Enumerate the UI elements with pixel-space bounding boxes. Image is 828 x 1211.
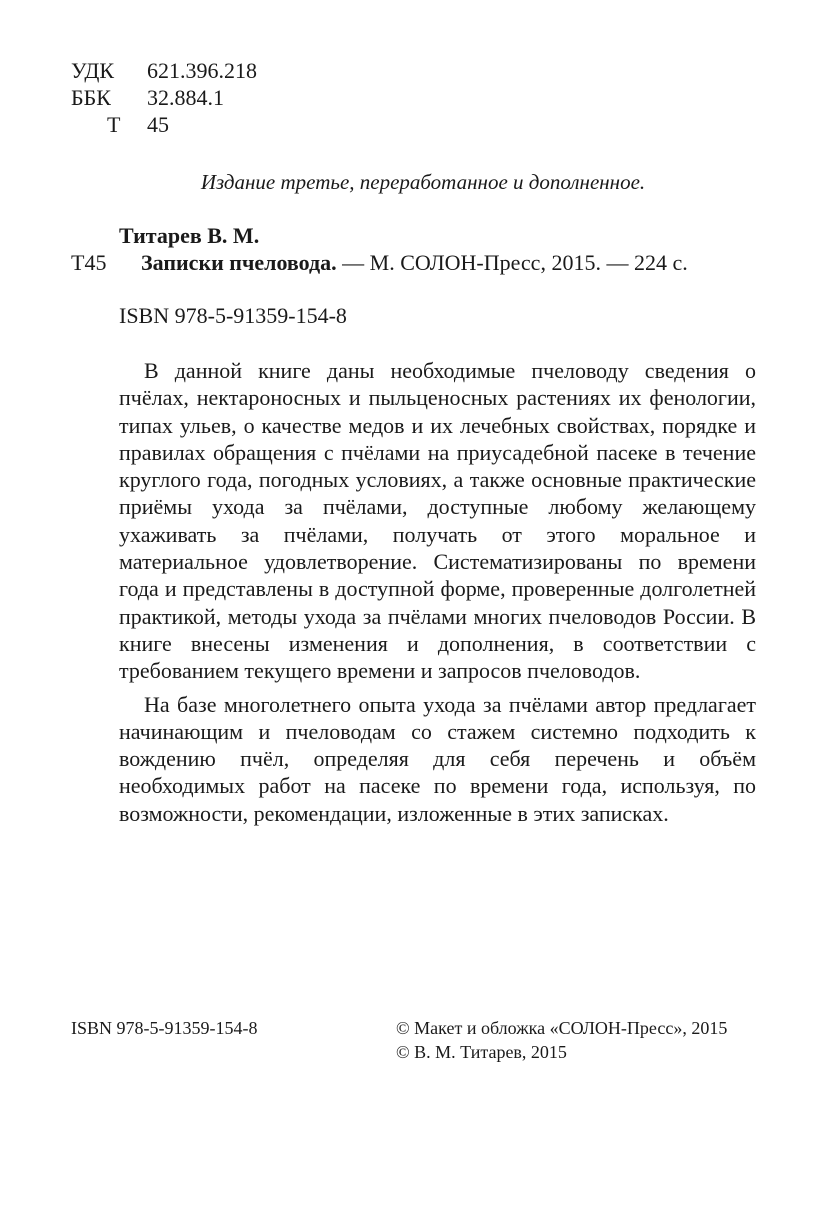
udk-row [71, 58, 257, 84]
bbk-row [71, 85, 224, 111]
copyright-author: © В. М. Титарев, 2015 [396, 1042, 567, 1062]
copyright-layout: © Макет и обложка «СОЛОН-Пресс», 2015 [396, 1018, 728, 1038]
udk-label: УДК [71, 58, 115, 83]
bbk-value: 32.884.1 [147, 85, 224, 110]
edition-note: Издание третье, переработанное и дополненное. [200, 170, 646, 194]
udk-value: 621.396.218 [147, 58, 257, 83]
author-sign-label: Т [107, 112, 121, 137]
author-code: Т45 [71, 250, 107, 275]
publication-details: — М. СОЛОН-Пресс, 2015. — 224 с. [336, 250, 688, 275]
bbk-label: ББК [71, 85, 111, 110]
copyright-block [396, 1016, 727, 1064]
book-title: Записки пчеловода. [141, 250, 337, 275]
abstract [119, 357, 756, 833]
abstract-paragraph-2: На базе многолетнего опыта ухода за пчёлами автор предлагает начинающим и пчеловодам со стажем системно подходить к вождению пчёл, определяя для себя перечень и объём необходимых работ на пасеке по времени года, используя, по возможности, рекомендации, изложенные в этих записках. [119, 691, 756, 826]
abstract-paragraph-1: В данной книге даны необходимые пчеловоду сведения о пчёлах, нектароносных и пыльценосных растениях их фенологии, типах ульев, о качестве медов и их лечебных свойствах, порядке и правилах обращения с пчёлами на приусадебной пасеке в течение круглого года, погодных условиях, а также основные практические приёмы ухода за пчёлами, доступные любому желающему ухаживать за пчёлами, получать от этого моральное и материальное удовлетворение. Систематизированы по времени года и представлены в доступной форме, проверенные долголетней практикой, методы ухода за пчёлами многих пчеловодов России. В книге внесены изменения и дополнения, в соответствии с требованием текущего времени и запросов пчеловодов. [119, 358, 756, 684]
author-sign-row [71, 112, 169, 138]
author-name: Титарев В. М. [119, 223, 260, 248]
author-sign-value: 45 [147, 112, 169, 137]
isbn: ISBN 978-5-91359-154-8 [119, 303, 347, 328]
footer-isbn: ISBN 978-5-91359-154-8 [71, 1018, 258, 1038]
bibliographic-entry [141, 249, 688, 277]
